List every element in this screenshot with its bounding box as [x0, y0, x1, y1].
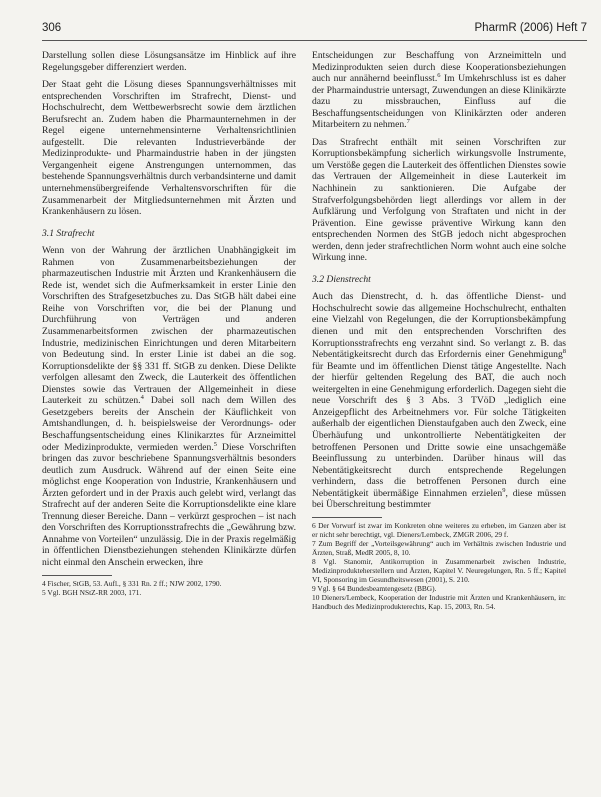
right-paragraph-3-text-c: , diese müssen bei Überschreitung bestimmter: [312, 487, 566, 511]
footnote-8: 8 Vgl. Stanomir, Antikorruption in Zusammenarbeit zwischen Industrie, Medizinprodukteherstellern und Ärzten, Kapitel V. Neuregelungen, Rn. 5 ff.; Kapitel VI, Sponsoring im Gesundheitswesen (2001), S. 210.: [312, 556, 566, 584]
page-header: [42, 22, 587, 40]
footnote-10: 10 Dieners/Lembeck, Kooperation der Industrie mit Ärzten und Krankenhäusern, in: Handbuch des Medizinprodukterechts, Kap. 15, 2003, Rn. 54.: [312, 592, 566, 611]
left-column: [42, 50, 296, 597]
footnotes-right: [312, 521, 566, 611]
right-paragraph-1-text: Entscheidungen zur Beschaffung von Arzneimitteln und Medizinprodukten seien durch diese Kooperationsbeziehungen auch nur annähernd beeinflusst.: [312, 50, 566, 85]
footnote-4: 4 Fischer, StGB, 53. Aufl., § 331 Rn. 2 ff.; NJW 2002, 1790.: [42, 578, 222, 588]
footnote-ref-8: 8: [562, 347, 566, 355]
left-paragraph-1: Darstellung sollen diese Lösungsansätze im Hinblick auf ihre Regelungsgeber differenziert werden.: [42, 50, 296, 73]
footnotes-left: [42, 579, 296, 597]
left-paragraph-3: [42, 245, 296, 568]
footnote-ref-6: 6: [437, 71, 441, 79]
left-paragraph-3-text-c: Diese Vorschriften bringen das zuvor beschriebene Spannungsverhältnis besonders deutlich zum Ausdruck. Während auf der einen Seite eine möglichst enge Kooperation von Industrie, Krankenhäusern und Ärzten gefordert und in der Praxis auch gelebt wird, verlangt das Strafrecht auf der anderen Seite die Korruptionsdelikte eine klare Trennung dieser Bereiche. Dann – verkürzt gesprochen – ist nach den Vorschriften des Korruptionsstrafrechts die „Gewährung bzw. Annahme von Vorteilen“ unzulässig. Die in der Praxis regelmäßig in öffentlichen Dienstbeziehungen stehenden Klinikärzte dürfen nicht einmal den Anschein erwecken, ihre: [42, 441, 296, 568]
page-number: 306: [42, 22, 62, 34]
section-heading-strafrecht: 3.1 Strafrecht: [42, 227, 95, 239]
footnote-ref-7: 7: [406, 118, 410, 126]
right-column: [312, 50, 566, 611]
header-rule: [42, 40, 587, 41]
right-paragraph-3-text-b: für Beamte und im öffentlichen Dienst tätige Angestellte. Nach der hierfür geltenden Regelung des BAT, die auch noch weitergelten in eine Genehmigung erforderlich. Dagegen sieht die neue Vorschrift des § 3 Abs. 3 TVöD „lediglich eine Anzeigepflicht des Arbeitnehmers vor. Für solche Tätigkeiten außerhalb der eigentlichen Dienstaufgaben auch den Zweck, eine Überhäufung und unkontrollierte Nebentätigkeiten der betroffenen Personen und Dritte sowie eine unsachgemäße Beeinflussung zu unterbinden. Darüber hinaus will das Nebentätigkeitsrecht durch entsprechende Regelungen verhindern, dass die betroffenen Personen durch eine Nebentätigkeit übermäßige Einnahmen erzielen: [312, 360, 566, 499]
footnote-ref-9: 9: [502, 486, 506, 494]
footnote-ref-5: 5: [213, 440, 217, 448]
right-paragraph-1-text-b: Im Umkehrschluss ist es daher der Pharmaindustrie untersagt, Zuwendungen an diese Klinikärzte dazu zu missbrauchen, Einfluss auf die Beschaffungsentscheidungen von Klinikärzten oder anderen Mitarbeitern zu nehmen.: [312, 73, 567, 131]
left-paragraph-3-text-b: Dabei soll nach dem Willen des Gesetzgebers bereits der Anschein der Käuflichkeit von Amtshandlungen, d. h. beispielsweise der Verordnungs- oder Beschaffungsentscheidung eines Klinikarztes für Arzneimittel oder Medizinprodukte, vermieden werden.: [42, 395, 297, 453]
right-paragraph-2: Das Strafrecht enthält mit seinen Vorschriften zur Korruptionsbekämpfung sicherlich wirkungsvolle Instrumente, um Verstöße gegen die Lauterkeit des öffentlichen Dienstes sowie das Vertrauen der Allgemeinheit in diese Lauterkeit im Nachhinein zu sanktionieren. Die Aufgabe der Strafverfolgungsbehörden liegt allerdings vor allem in der Aufklärung und Verfolgung von Straftaten und nicht in der Prävention. Eine gewisse präventive Wirkung kann den entsprechenden Normen des StGB jedoch nicht abgesprochen werden, denn jeder strafrechtlichen Norm wohnt auch eine solche Wirkung inne.: [312, 136, 566, 264]
footnote-rule-left: [42, 575, 112, 576]
journal-reference: PharmR (2006) Heft 7: [474, 22, 587, 34]
left-paragraph-3-text: Wenn von der Wahrung der ärztlichen Unabhängigkeit im Rahmen von Zusammenarbeitsbeziehungen der pharmazeutischen Industrie mit Ärzten und Krankenhäusern die Rede ist, wendet sich die Aufmerksamkeit in erster Linie den Vorschriften des Strafgesetzbuches zu. Das StGB hält dabei eine Reihe von Vorschriften vor, die bei der Planung und Durchführung von Verträgen und anderen Zusammenarbeitsformen zwischen der pharmazeutischen Industrie, medizinischen Einrichtungen und deren Mitarbeitern von Bedeutung sind. In erster Linie ist dabei an die sog. Korruptionsdelikte der §§ 331 ff. StGB zu denken. Diese Delikte verfolgen allesamt den Zweck, die Lauterkeit des öffentlichen Dienstes sowie das Vertrauen der Allgemeinheit in diese Lauterkeit zu schützen.: [42, 245, 296, 407]
section-heading-dienstrecht: 3.2 Dienstrecht: [312, 273, 371, 285]
footnote-ref-4: 4: [140, 394, 144, 402]
left-paragraph-2: Der Staat geht die Lösung dieses Spannungsverhältnisses mit entsprechenden Vorschriften im Strafrecht, Dienst- und Hochschulrecht, dem Wettbewerbsrecht sowie dem ärztlichen Berufsrecht an. Zudem haben die Pharmaunternehmen in der Regel eigene unternehmensinterne Verhaltensrichtlinien aufgestellt. Die relevanten Industrieverbände der Medizinprodukte- und Pharmaindustrie haben in der jüngsten Vergangenheit eigene Anstrengungen unternommen, das bestehende Spannungsverhältnis durch verbandsinterne und damit unternehmensübergreifende Verhaltensvorschriften für die Zusammenarbeit der Mitgliedsunternehmen mit Ärzten und Krankenhäusern zu lösen.: [42, 79, 296, 218]
right-paragraph-3: [312, 291, 566, 510]
right-paragraph-3-text: Auch das Dienstrecht, d. h. das öffentliche Dienst- und Hochschulrecht sowie das allgemeine Hochschulrecht, enthalten eine Vielzahl von Regelungen, die der Korruptionsbekämpfung dienen und mit den entsprechenden Vorschriften des Korruptionsstrafrechts eng verzahnt sind. So verlangt z. B. das Nebentätigkeitsrecht durch das Erfordernis einer Genehmigung: [312, 291, 566, 361]
footnote-9: 9 Vgl. § 64 Bundesbeamtengesetz (BBG).: [312, 583, 437, 593]
footnote-5: 5 Vgl. BGH NStZ-RR 2003, 171.: [42, 587, 142, 597]
right-paragraph-1: [312, 50, 566, 131]
footnote-7: 7 Zum Begriff der „Vorteilsgewährung“ auch im Verhältnis zwischen Industrie und Ärzten, Straß, MedR 2005, 8, 10.: [312, 538, 566, 557]
footnote-rule-right: [312, 517, 382, 518]
footnote-6: 6 Der Vorwurf ist zwar im Konkreten ohne weiteres zu erheben, im Ganzen aber ist er nicht sehr berechtigt, vgl. Dieners/Lembeck, ZMGR 2006, 29 f.: [312, 520, 566, 539]
